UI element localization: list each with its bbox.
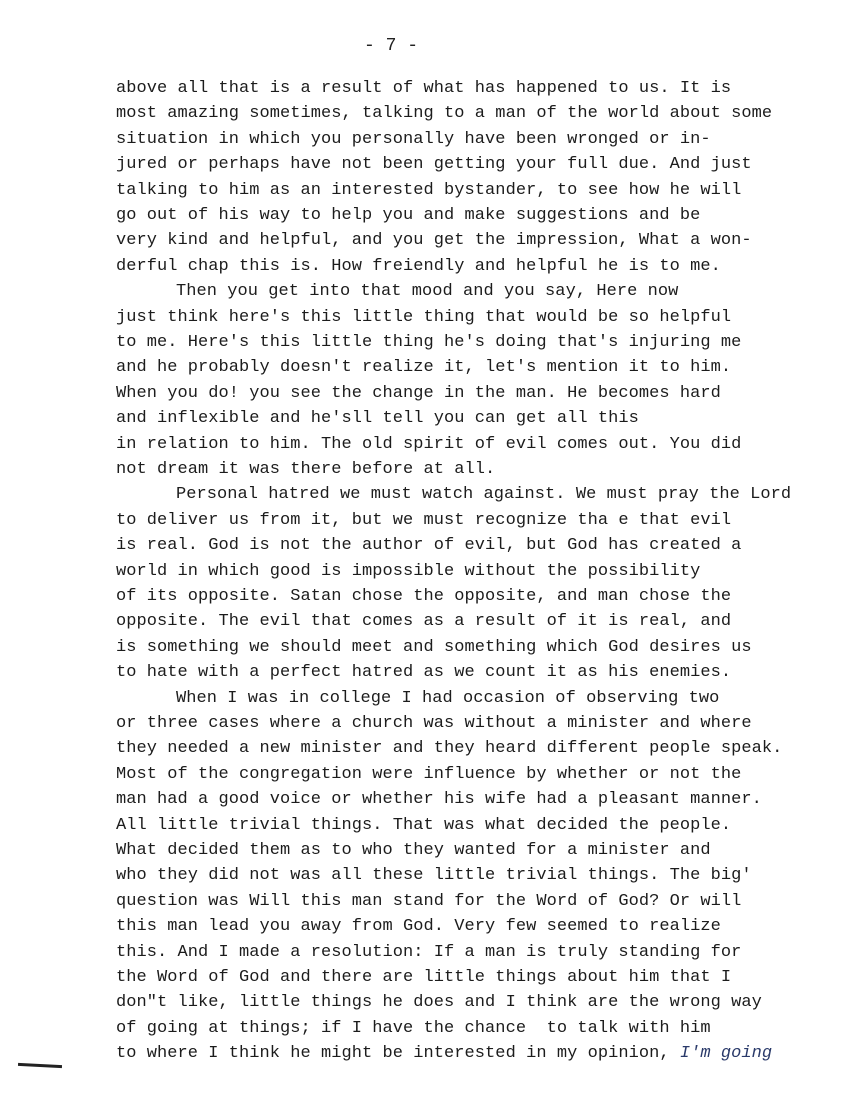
text-line — [116, 231, 752, 251]
italic-text: I'm going — [679, 1044, 773, 1064]
text-line — [116, 206, 700, 226]
text-line-content: this man lead you away from God. Very few seemed to realize — [116, 917, 721, 937]
text-line-content: jured or perhaps have not been getting your full due. And just — [116, 155, 752, 175]
text-line-content: in relation to him. The old spirit of evil comes out. You did — [116, 434, 742, 454]
text-line-content: don"t like, little things he does and I think are the wrong way — [116, 993, 762, 1013]
text-line — [116, 181, 741, 201]
text-line — [116, 130, 711, 150]
text-line-content: question was Will this man stand for the Word of God? Or will — [116, 891, 742, 911]
text-line — [176, 689, 719, 709]
text-line — [116, 917, 721, 937]
text-line — [116, 714, 752, 734]
text-line-content: opposite. The evil that comes as a result of it is real, and — [116, 612, 732, 632]
text-line — [116, 536, 741, 556]
text-line — [116, 587, 731, 607]
text-line-content: and inflexible and he'sll tell you can get all this — [116, 409, 639, 429]
text-line — [116, 638, 752, 658]
text-line — [116, 308, 731, 328]
text-line — [116, 968, 731, 988]
text-line-content: who they did not was all these little trivial things. The big' — [116, 866, 752, 886]
text-line — [116, 384, 721, 404]
text-line-content: not dream it was there before at all. — [116, 460, 496, 479]
text-line — [176, 282, 678, 302]
text-line — [116, 816, 731, 836]
page-number: - 7 - — [364, 36, 419, 56]
text-line — [116, 460, 495, 480]
text-line-content: they needed a new minister and they heard different people speak. — [116, 739, 783, 759]
text-line — [116, 739, 782, 759]
text-line — [116, 993, 762, 1013]
text-line-content: world in which good is impossible without the possibility — [116, 561, 701, 581]
text-line — [116, 155, 752, 175]
text-line — [116, 790, 762, 810]
text-line-content: situation in which you personally have been wronged or in- — [116, 129, 711, 149]
text-line-content: of its opposite. Satan chose the opposite, and man chose the — [116, 587, 732, 606]
text-line — [116, 892, 741, 912]
text-line-content: just think here's this little thing that would be so helpful — [116, 307, 732, 327]
text-line — [116, 104, 772, 124]
text-line — [116, 409, 639, 429]
text-line — [116, 841, 711, 861]
margin-mark — [18, 1063, 62, 1068]
text-line-content: When you do! you see the change in the man. He becomes hard — [116, 383, 721, 403]
text-line — [116, 79, 731, 99]
text-line-content: the Word of God and there are little things about him that I — [116, 968, 732, 987]
text-line-content: Most of the congregation were influence by whether or not the — [116, 764, 742, 784]
text-line — [116, 333, 741, 353]
text-line-content: What decided them as to who they wanted for a minister and — [116, 841, 711, 860]
text-line — [176, 485, 791, 505]
text-line — [116, 612, 731, 632]
text-line — [116, 1019, 711, 1039]
text-line — [116, 435, 741, 455]
text-line-content: to deliver us from it, but we must recognize tha e that evil — [116, 510, 732, 530]
text-line-content: talking to him as an interested bystander, to see how he will — [116, 180, 742, 200]
text-line — [116, 765, 741, 785]
text-line-content: or three cases where a church was without a minister and where — [116, 714, 752, 733]
text-line-content: go out of his way to help you and make suggestions and be — [116, 206, 701, 225]
text-line-content: All little trivial things. That was what decided the people. — [116, 815, 732, 835]
text-line-content: above all that is a result of what has happened to us. It is — [116, 79, 732, 98]
text-line-content: most amazing sometimes, talking to a man of the world about some — [116, 104, 773, 124]
text-line-content: is something we should meet and something which God desires us — [116, 637, 752, 657]
text-line — [116, 257, 721, 277]
text-line-content: When I was in college I had occasion of observing two — [176, 688, 720, 708]
text-line-content: and he probably doesn't realize it, let's mention it to him. — [116, 358, 732, 378]
text-line — [116, 1044, 772, 1064]
text-line — [116, 866, 752, 886]
text-line-content: to me. Here's this little thing he's doing that's injuring me — [116, 333, 742, 352]
text-line-content: this. And I made a resolution: If a man is truly standing for — [116, 942, 742, 962]
text-line-content: Personal hatred we must watch against. We must pray the Lord — [176, 485, 792, 505]
text-line — [116, 511, 731, 531]
text-line-content: to where I think he might be interested in my opinion, — [116, 1044, 680, 1064]
text-line — [116, 358, 731, 378]
text-line-content: man had a good voice or whether his wife had a pleasant manner. — [116, 790, 762, 810]
text-line-content: very kind and helpful, and you get the impression, What a won- — [116, 231, 752, 251]
text-line-content: of going at things; if I have the chance to talk with him — [116, 1018, 711, 1038]
text-line-content: derful chap this is. How freiendly and helpful he is to me. — [116, 256, 721, 276]
text-line — [116, 562, 700, 582]
text-line-content: to hate with a perfect hatred as we count it as his enemies. — [116, 663, 732, 683]
text-line — [116, 943, 741, 963]
text-line-content: Then you get into that mood and you say, Here now — [176, 282, 679, 302]
text-line — [116, 663, 731, 683]
text-line-content: is real. God is not the author of evil, but God has created a — [116, 536, 742, 556]
